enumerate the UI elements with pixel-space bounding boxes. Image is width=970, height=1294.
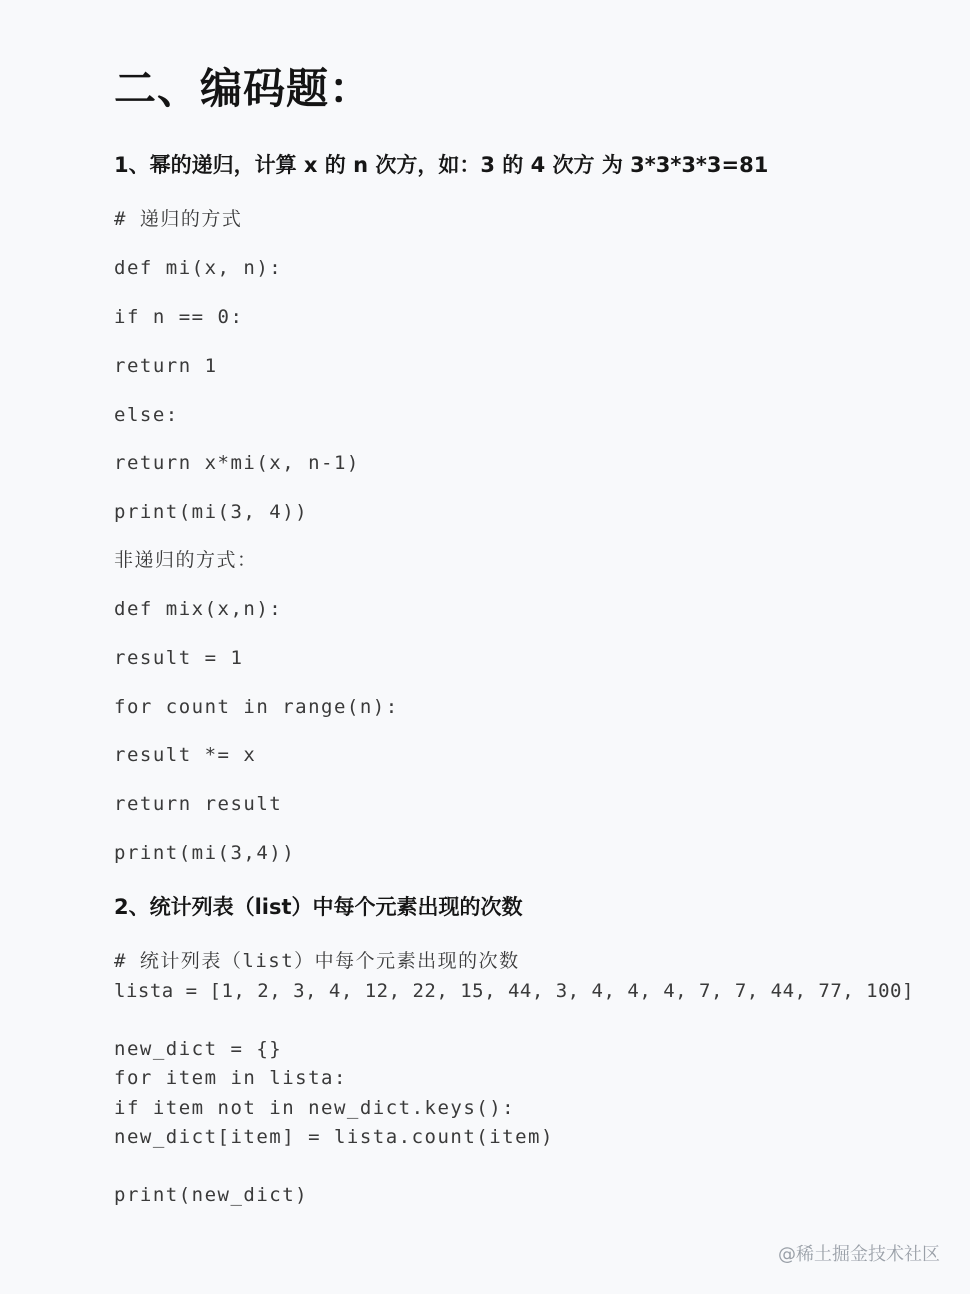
- code-line: result = 1: [114, 647, 244, 669]
- code-line: return 1: [114, 355, 218, 377]
- code-line: print(mi(3,4)): [114, 842, 296, 864]
- code-line: for item in lista:: [114, 1067, 347, 1089]
- section-title: 二、编码题：: [114, 64, 373, 113]
- code-line: def mi(x, n):: [114, 257, 283, 279]
- code-line: new_dict = {}: [114, 1038, 283, 1060]
- code-line: # 统计列表（list）中每个元素出现的次数: [114, 950, 520, 972]
- code-line: # 递归的方式: [114, 208, 243, 230]
- code-line: print(mi(3, 4)): [114, 501, 309, 523]
- code-line: 非递归的方式：: [114, 549, 258, 571]
- question-1-heading: 1、幂的递归，计算 x 的 n 次方，如：3 的 4 次方 为 3*3*3*3=81: [114, 153, 769, 177]
- code-line: else:: [114, 404, 179, 426]
- code-line: def mix(x,n):: [114, 598, 283, 620]
- code-line: return result: [114, 793, 283, 815]
- code-line: print(new_dict): [114, 1184, 309, 1206]
- code-line: for count in range(n):: [114, 696, 399, 718]
- code-line: if n == 0:: [114, 306, 244, 328]
- watermark: @稀土掘金技术社区: [778, 1244, 940, 1265]
- code-line: new_dict[item] = lista.count(item): [114, 1126, 554, 1148]
- code-line: result *= x: [114, 744, 257, 766]
- code-line: return x*mi(x, n-1): [114, 452, 360, 474]
- code-line: lista = [1, 2, 3, 4, 12, 22, 15, 44, 3, 4, 4, 4, 7, 7, 44, 77, 100]: [114, 980, 914, 1002]
- code-line: if item not in new_dict.keys():: [114, 1097, 516, 1119]
- question-2-heading: 2、统计列表（list）中每个元素出现的次数: [114, 895, 523, 919]
